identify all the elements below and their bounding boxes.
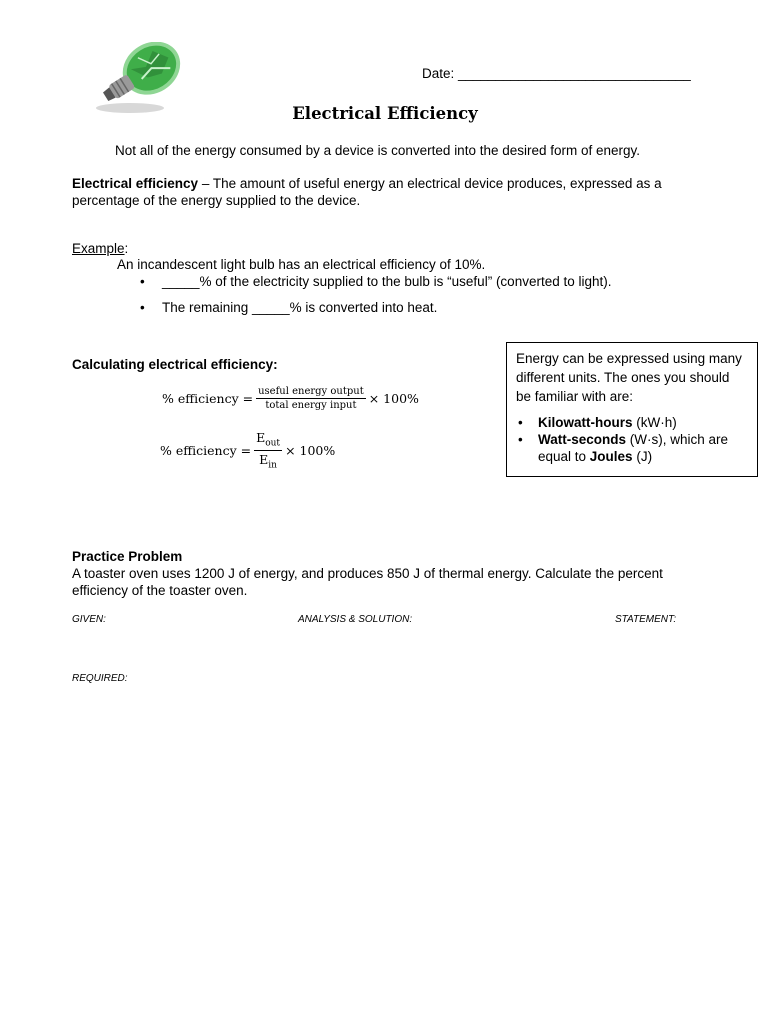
unit-name-joules: Joules [589,449,633,464]
definition-term: Electrical efficiency [72,176,199,191]
statement-label: STATEMENT: [615,614,677,625]
definition [72,175,712,209]
intro-text: Not all of the energy consumed by a device is converted into the desired form of energy. [115,143,641,158]
equation-denominator: total energy input [265,400,357,411]
list-item [516,431,748,465]
example-bullet [140,273,612,290]
unit-name: Kilowatt-hours [538,415,633,430]
unit-name: Watt-seconds [538,432,627,447]
efficiency-equation-symbols [160,430,335,470]
subscript-in: in [268,460,277,470]
efficiency-equation-words [162,386,419,411]
example-label: Example [72,241,125,256]
analysis-label: ANALYSIS & SOLUTION: [298,614,413,625]
equation-numerator: useful energy output [258,386,364,397]
calculating-heading: Calculating electrical efficiency: [72,357,278,372]
unit-symbol: (W·s), which are equal to [538,432,729,464]
equation-denominator [257,451,279,471]
list-item [516,414,748,431]
equation-rhs: × 100% [368,391,419,406]
required-label: REQUIRED: [72,673,128,684]
units-list [516,414,748,465]
equation-lhs: % efficiency = [162,391,254,406]
units-info-box [506,342,758,477]
bullet-icon: • [518,432,523,447]
unit-symbol: (kW·h) [632,415,677,430]
given-label: GIVEN: [72,614,106,625]
page-title: Electrical Efficiency [292,104,478,123]
example-colon: : [124,241,129,256]
bullet-icon: • [140,300,145,315]
equation-fraction [254,430,282,470]
e-symbol: E [256,430,266,445]
example-heading [72,240,128,257]
unit-symbol-joules: (J) [632,449,653,464]
e-symbol: E [259,451,269,467]
equation-fraction [256,386,366,411]
example-line: An incandescent light bulb has an electrical efficiency of 10%. [117,257,486,272]
equation-lhs: % efficiency = [160,442,252,458]
practice-heading: Practice Problem [72,549,183,564]
equation-numerator [254,430,282,451]
units-box-text: Energy can be expressed using many different units. The ones you should be familiar with are: [516,351,742,404]
bullet-icon: • [518,415,523,430]
subscript-out: out [265,438,281,449]
equation-rhs: × 100% [285,442,336,458]
definition-text: – The amount of useful energy an electrical device produces, expressed as a percentage of the energy supplied to the device. [72,176,662,208]
bullet-icon: • [140,274,145,289]
bullet-text: The remaining _____% is converted into heat. [162,300,438,315]
example-bullet [140,299,437,316]
practice-text: A toaster oven uses 1200 J of energy, and produces 850 J of thermal energy. Calculate the percent efficiency of the toaster oven. [72,566,663,598]
date-field: Date: _______________________________ [422,66,691,81]
bullet-text: _____% of the electricity supplied to the bulb is “useful” (converted to light). [162,274,612,289]
